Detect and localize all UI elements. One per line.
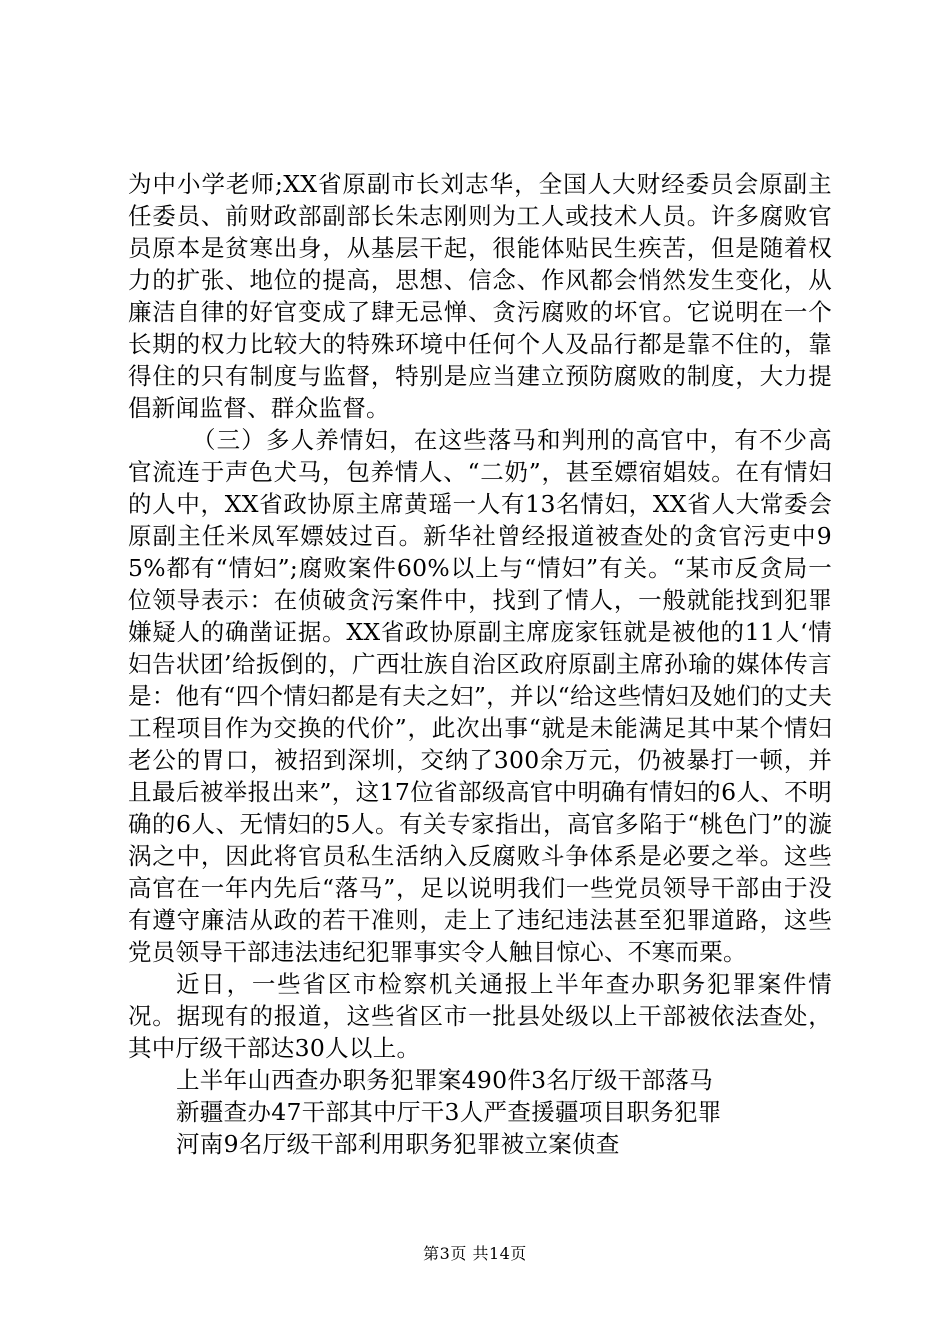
document-body [128, 168, 832, 1160]
paragraph-section-three: （三）多人养情妇，在这些落马和判刑的高官中，有不少高官流连于声色犬马，包养情人、“二奶”，甚至嫖宿娼妓。在有情妇的人中，XX省政协原主席黄瑶一人有13名情妇，XX省人大常委会原副主任米凤军嫖妓过百。新华社曾经报道被查处的贪官污吏中95%都有“情妇”;腐败案件60%以上与“情妇”有关。“某市反贪局一位领导表示：在侦破贪污案件中，找到了情人，一般就能找到犯罪嫌疑人的确凿证据。XX省政协原副主席庞家钰就是被他的11人‘情妇告状团’给扳倒的，广西壮族自治区政府原副主席孙瑜的媒体传言是：他有“四个情妇都是有夫之妇”，并以“给这些情妇及她们的丈夫工程项目作为交换的代价”，此次出事“就是未能满足其中某个情妇老公的胃口，被招到深圳，交纳了300余万元，仍被暴打一顿，并且最后被举报出来”，这17位省部级高官中明确有情妇的6人、不明确的6人、无情妇的5人。有关专家指出，高官多陷于“桃色门”的漩涡之中，因此将官员私生活纳入反腐败斗争体系是必要之举。这些高官在一年内先后“落马”，足以说明我们一些党员领导干部由于没有遵守廉洁从政的若干准则，走上了违纪违法甚至犯罪道路，这些党员领导干部违法违纪犯罪事实令人触目惊心、不寒而栗。 [128, 426, 832, 966]
headline-shanxi: 上半年山西查办职务犯罪案490件3名厅级干部落马 [176, 1066, 714, 1094]
headline-xinjiang: 新疆查办47干部其中厅干3人严查援疆项目职务犯罪 [176, 1098, 722, 1126]
headline-henan: 河南9名厅级干部利用职务犯罪被立案侦查 [176, 1130, 620, 1158]
paragraph-recent-cases: 近日，一些省区市检察机关通报上半年查办职务犯罪案件情况。据现有的报道，这些省区市一批县处级以上干部被依法查处，其中厅级干部达30人以上。 [128, 970, 832, 1062]
page-footer: 第3页 共14页 [423, 1244, 527, 1263]
paragraph-continuation: 为中小学老师;XX省原副市长刘志华，全国人大财经委员会原副主任委员、前财政部副部长朱志刚则为工人或技术人员。许多腐败官员原本是贫寒出身，从基层干起，很能体贴民生疾苦，但是随着权力的扩张、地位的提高，思想、信念、作风都会悄然发生变化，从廉洁自律的好官变成了肆无忌惮、贪污腐败的坏官。它说明在一个长期的权力比较大的特殊环境中任何个人及品行都是靠不住的，靠得住的只有制度与监督，特别是应当建立预防腐败的制度，大力提倡新闻监督、群众监督。 [128, 170, 832, 422]
